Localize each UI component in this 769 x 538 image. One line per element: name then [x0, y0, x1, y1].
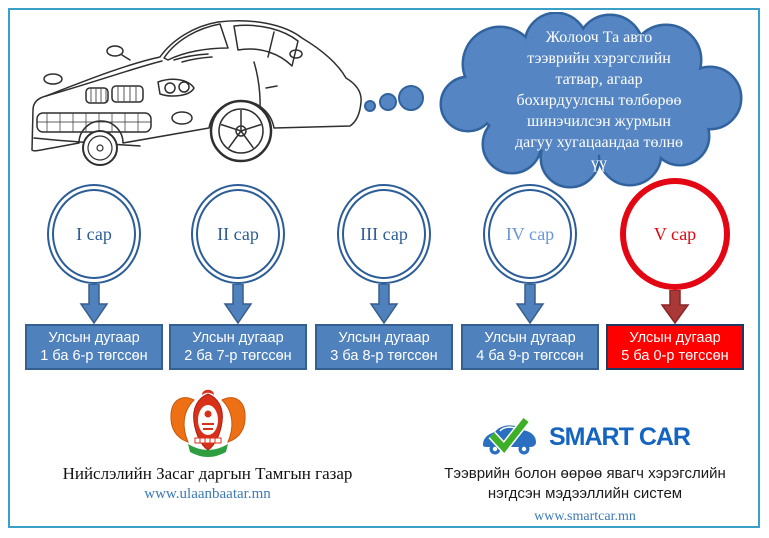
system-description-line1: Тээврийн болон өөрөө явагч хэрэгслийн — [444, 465, 726, 482]
month-label-5: V сар — [653, 223, 697, 244]
car-sketch-icon — [22, 10, 392, 170]
thought-dots-icon — [358, 84, 428, 126]
cloud-line: тээврийн хэрэгслийн — [527, 50, 671, 67]
ulaanbaatar-website-link[interactable]: www.ulaanbaatar.mn — [144, 486, 271, 502]
down-arrow-icon — [79, 284, 109, 324]
plate-box-line2: 3 ба 8-р төгссөн — [330, 348, 438, 364]
cloud-line: үү — [591, 155, 607, 172]
smartcar-website-link[interactable]: www.smartcar.mn — [534, 509, 636, 524]
plate-box-3 — [315, 324, 453, 370]
plate-box-line1: Улсын дугаар — [192, 330, 284, 346]
month-circle-4 — [483, 184, 577, 284]
system-description-line2: нэгдсэн мэдээллийн систем — [487, 485, 683, 502]
plate-box-line2: 2 ба 7-р төгссөн — [184, 348, 292, 364]
footer-left — [30, 386, 385, 503]
plate-box-line2: 4 ба 9-р төгссөн — [476, 348, 584, 364]
smartcar-car-icon — [480, 416, 540, 458]
month-label-3: III сар — [360, 223, 408, 244]
month-column-4 — [460, 182, 600, 370]
smartcar-logo — [418, 414, 752, 460]
plate-box-line1: Улсын дугаар — [629, 330, 721, 346]
month-circle-3 — [337, 184, 431, 284]
cloud-line: дагуу хугацаандаа төлнө — [514, 134, 684, 151]
month-label-1: I сар — [76, 223, 112, 244]
cloud-message — [470, 27, 728, 174]
month-column-3 — [314, 182, 454, 370]
month-label-2: II сар — [217, 223, 259, 244]
cloud-line: бохирдуулсны төлбөрөө — [516, 92, 682, 109]
plate-box-line1: Улсын дугаар — [48, 330, 140, 346]
cloud-line: Жолооч Та авто — [545, 29, 653, 46]
month-label-4: IV сар — [505, 223, 555, 244]
month-column-5 — [605, 182, 745, 370]
down-arrow-icon-red — [660, 290, 690, 324]
plate-box-line1: Улсын дугаар — [484, 330, 576, 346]
down-arrow-icon — [369, 284, 399, 324]
month-column-1 — [24, 182, 164, 370]
cloud-line: шинэчилсэн журмын — [527, 113, 671, 130]
organization-name: Нийслэлийн Засаг даргын Тамгын газар — [62, 464, 353, 483]
down-arrow-icon — [515, 284, 545, 324]
cloud-line: татвар, агаар — [555, 71, 643, 88]
month-circle-2 — [191, 184, 285, 284]
plate-box-line2: 1 ба 6-р төгссөн — [40, 348, 148, 364]
ulaanbaatar-emblem-icon — [164, 386, 252, 458]
month-circle-1 — [47, 184, 141, 284]
system-description — [418, 464, 752, 504]
plate-box-4 — [461, 324, 599, 370]
month-column-2 — [168, 182, 308, 370]
down-arrow-icon — [223, 284, 253, 324]
month-circle-5 — [620, 178, 730, 290]
plate-box-line2: 5 ба 0-р төгссөн — [621, 348, 729, 364]
plate-box-2 — [169, 324, 307, 370]
plate-box-1 — [25, 324, 163, 370]
smartcar-brand: SMART CAR — [549, 422, 690, 451]
plate-box-5 — [606, 324, 744, 370]
plate-box-line1: Улсын дугаар — [338, 330, 430, 346]
footer-right — [418, 414, 752, 525]
